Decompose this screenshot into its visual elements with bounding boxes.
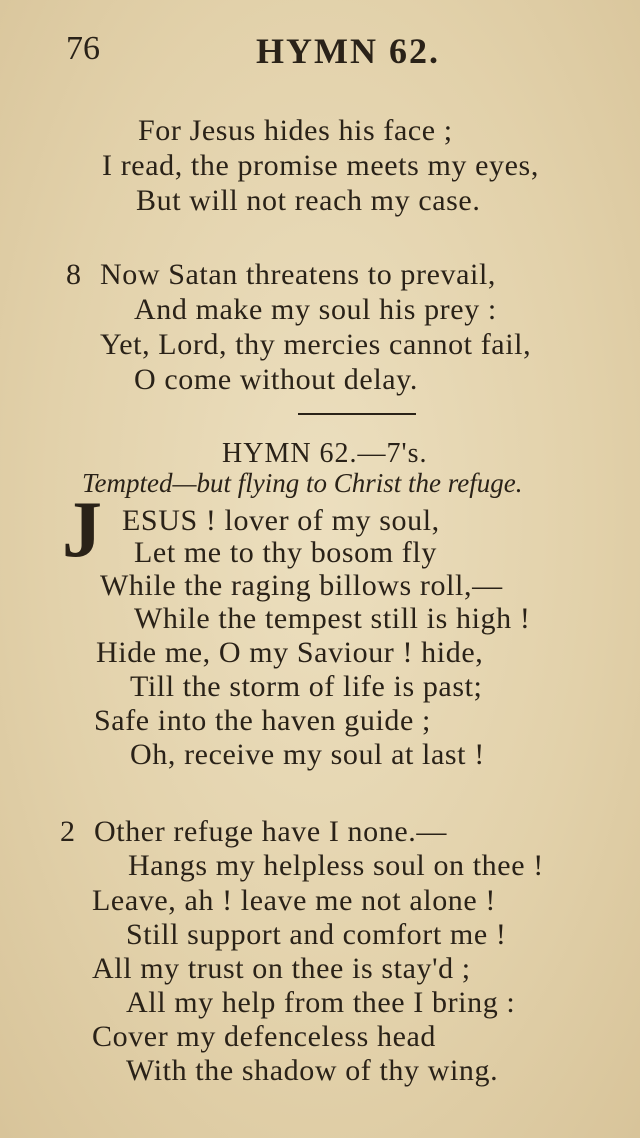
stanza-number: 8 <box>66 258 81 291</box>
verse-line: Other refuge have I none.— <box>94 815 447 848</box>
verse-line: All my help from thee I bring : <box>126 986 516 1019</box>
hymn-title: HYMN 62.—7's. <box>222 438 428 469</box>
verse-line: But will not reach my case. <box>136 184 481 217</box>
verse-line: All my trust on thee is stay'd ; <box>92 952 471 985</box>
verse-line: Still support and comfort me ! <box>126 918 507 951</box>
verse-line: Leave, ah ! leave me not alone ! <box>92 884 496 917</box>
verse-line: Now Satan threatens to prevail, <box>100 258 496 291</box>
verse-line: While the raging billows roll,— <box>100 569 503 602</box>
verse-line: Let me to thy bosom fly <box>134 536 437 569</box>
verse-line: And make my soul his prey : <box>134 293 497 326</box>
section-rule <box>298 413 416 415</box>
drop-cap: J <box>62 486 102 574</box>
verse-line: ESUS ! lover of my soul, <box>122 504 440 537</box>
verse-line: Yet, Lord, thy mercies cannot fail, <box>100 328 532 361</box>
verse-line: While the tempest still is high ! <box>134 602 531 635</box>
stanza-number: 2 <box>60 815 75 848</box>
verse-line: Cover my defenceless head <box>92 1020 437 1053</box>
hymn-subtitle: Tempted—but flying to Christ the refuge. <box>82 468 523 498</box>
verse-line: Hide me, O my Saviour ! hide, <box>96 636 484 669</box>
verse-line: Safe into the haven guide ; <box>94 704 431 737</box>
page-number: 76 <box>66 30 100 67</box>
running-head: HYMN 62. <box>256 31 440 71</box>
verse-line: With the shadow of thy wing. <box>126 1054 499 1087</box>
verse-line: Hangs my helpless soul on thee ! <box>128 849 544 882</box>
verse-line: For Jesus hides his face ; <box>138 114 453 147</box>
verse-line: I read, the promise meets my eyes, <box>102 149 539 182</box>
verse-line: Oh, receive my soul at last ! <box>130 738 485 771</box>
verse-line: O come without delay. <box>134 363 418 396</box>
verse-line: Till the storm of life is past; <box>130 670 483 703</box>
